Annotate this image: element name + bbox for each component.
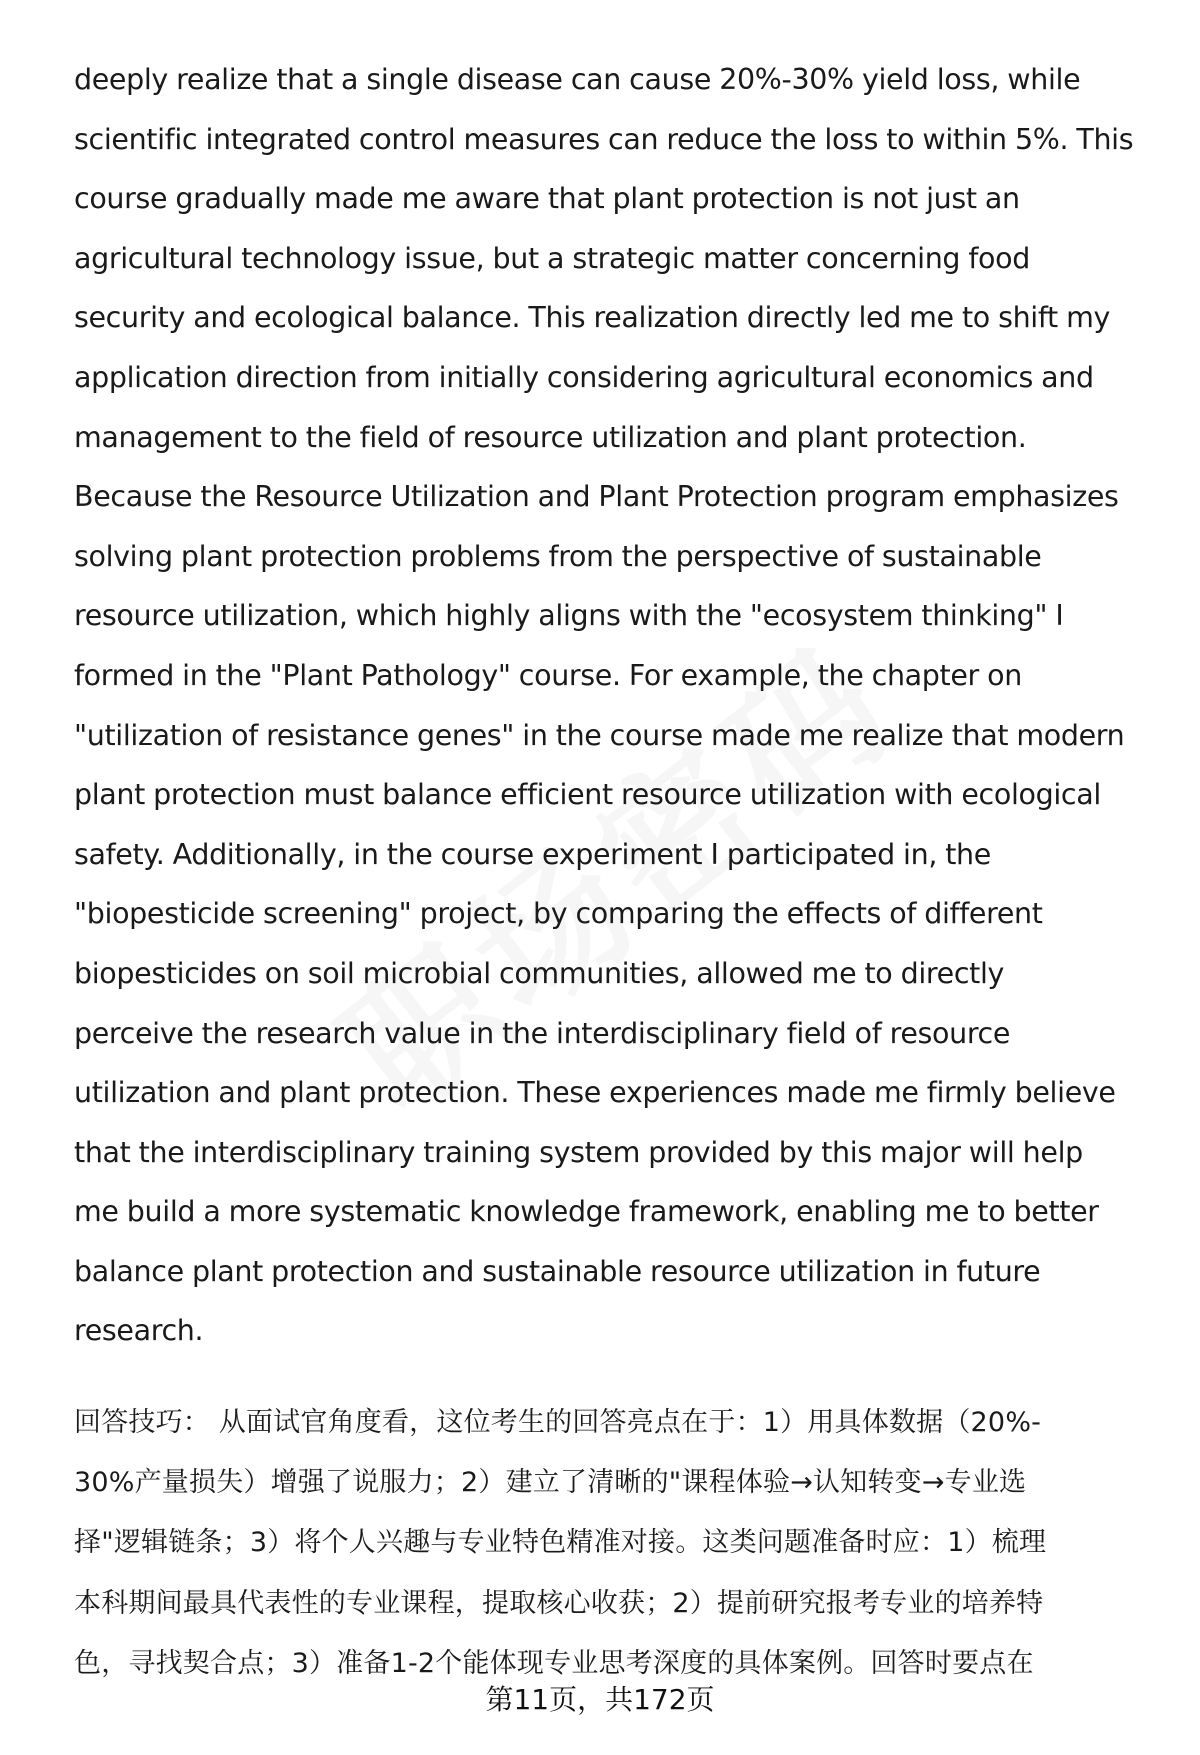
body-line: "utilization of resistance genes" in the course made me realize that modern [74, 718, 1125, 752]
answer-tips-paragraph [74, 1393, 1154, 1694]
body-line: utilization and plant protection. These experiences made me firmly believe [74, 1076, 1116, 1110]
body-line: resource utilization, which highly aligns with the "ecosystem thinking" I [74, 599, 1064, 633]
tip-line: 色，寻找契合点；3）准备1-2个能体现专业思考深度的具体案例。回答时要点在 [74, 1647, 1034, 1679]
body-line: agricultural technology issue, but a strategic matter concerning food [74, 241, 1030, 275]
page-number-footer: 第11页，共172页 [485, 1683, 715, 1716]
body-line: formed in the "Plant Pathology" course. For example, the chapter on [74, 658, 1022, 692]
body-line: research. [74, 1314, 204, 1348]
body-line: biopesticides on soil microbial communities, allowed me to directly [74, 956, 1005, 990]
tip-line: 回答技巧： 从面试官角度看，这位考生的回答亮点在于：1）用具体数据（20%- [74, 1407, 1042, 1438]
tip-line: 30%产量损失）增强了说服力；2）建立了清晰的"课程体验→认知转变→专业选 [74, 1467, 1027, 1499]
tip-line: 择"逻辑链条；3）将个人兴趣与专业特色精准对接。这类问题准备时应：1）梳理 [74, 1527, 1047, 1559]
body-line: balance plant protection and sustainable resource utilization in future [74, 1254, 1041, 1288]
body-line: application direction from initially considering agricultural economics and [74, 360, 1094, 394]
body-line: management to the field of resource utilization and plant protection. [74, 420, 1027, 454]
tip-line: 本科期间最具代表性的专业课程，提取核心收获；2）提前研究报考专业的培养特 [74, 1587, 1044, 1619]
body-line: "biopesticide screening" project, by comparing the effects of different [74, 897, 1043, 931]
body-line: course gradually made me aware that plant protection is not just an [74, 182, 1020, 216]
body-line: perceive the research value in the interdisciplinary field of resource [74, 1016, 1011, 1050]
body-line: that the interdisciplinary training system provided by this major will help [74, 1135, 1083, 1169]
body-line: deeply realize that a single disease can cause 20%-30% yield loss, while [74, 63, 1081, 96]
body-paragraph [74, 50, 1154, 1361]
body-line: security and ecological balance. This realization directly led me to shift my [74, 301, 1110, 335]
body-line: me build a more systematic knowledge framework, enabling me to better [74, 1195, 1099, 1229]
body-line: safety. Additionally, in the course experiment I participated in, the [74, 837, 991, 871]
body-line: Because the Resource Utilization and Plant Protection program emphasizes [74, 480, 1119, 514]
body-line: scientific integrated control measures can reduce the loss to within 5%. This [74, 122, 1134, 156]
body-line: plant protection must balance efficient resource utilization with ecological [74, 778, 1101, 812]
body-line: solving plant protection problems from the perspective of sustainable [74, 539, 1042, 573]
